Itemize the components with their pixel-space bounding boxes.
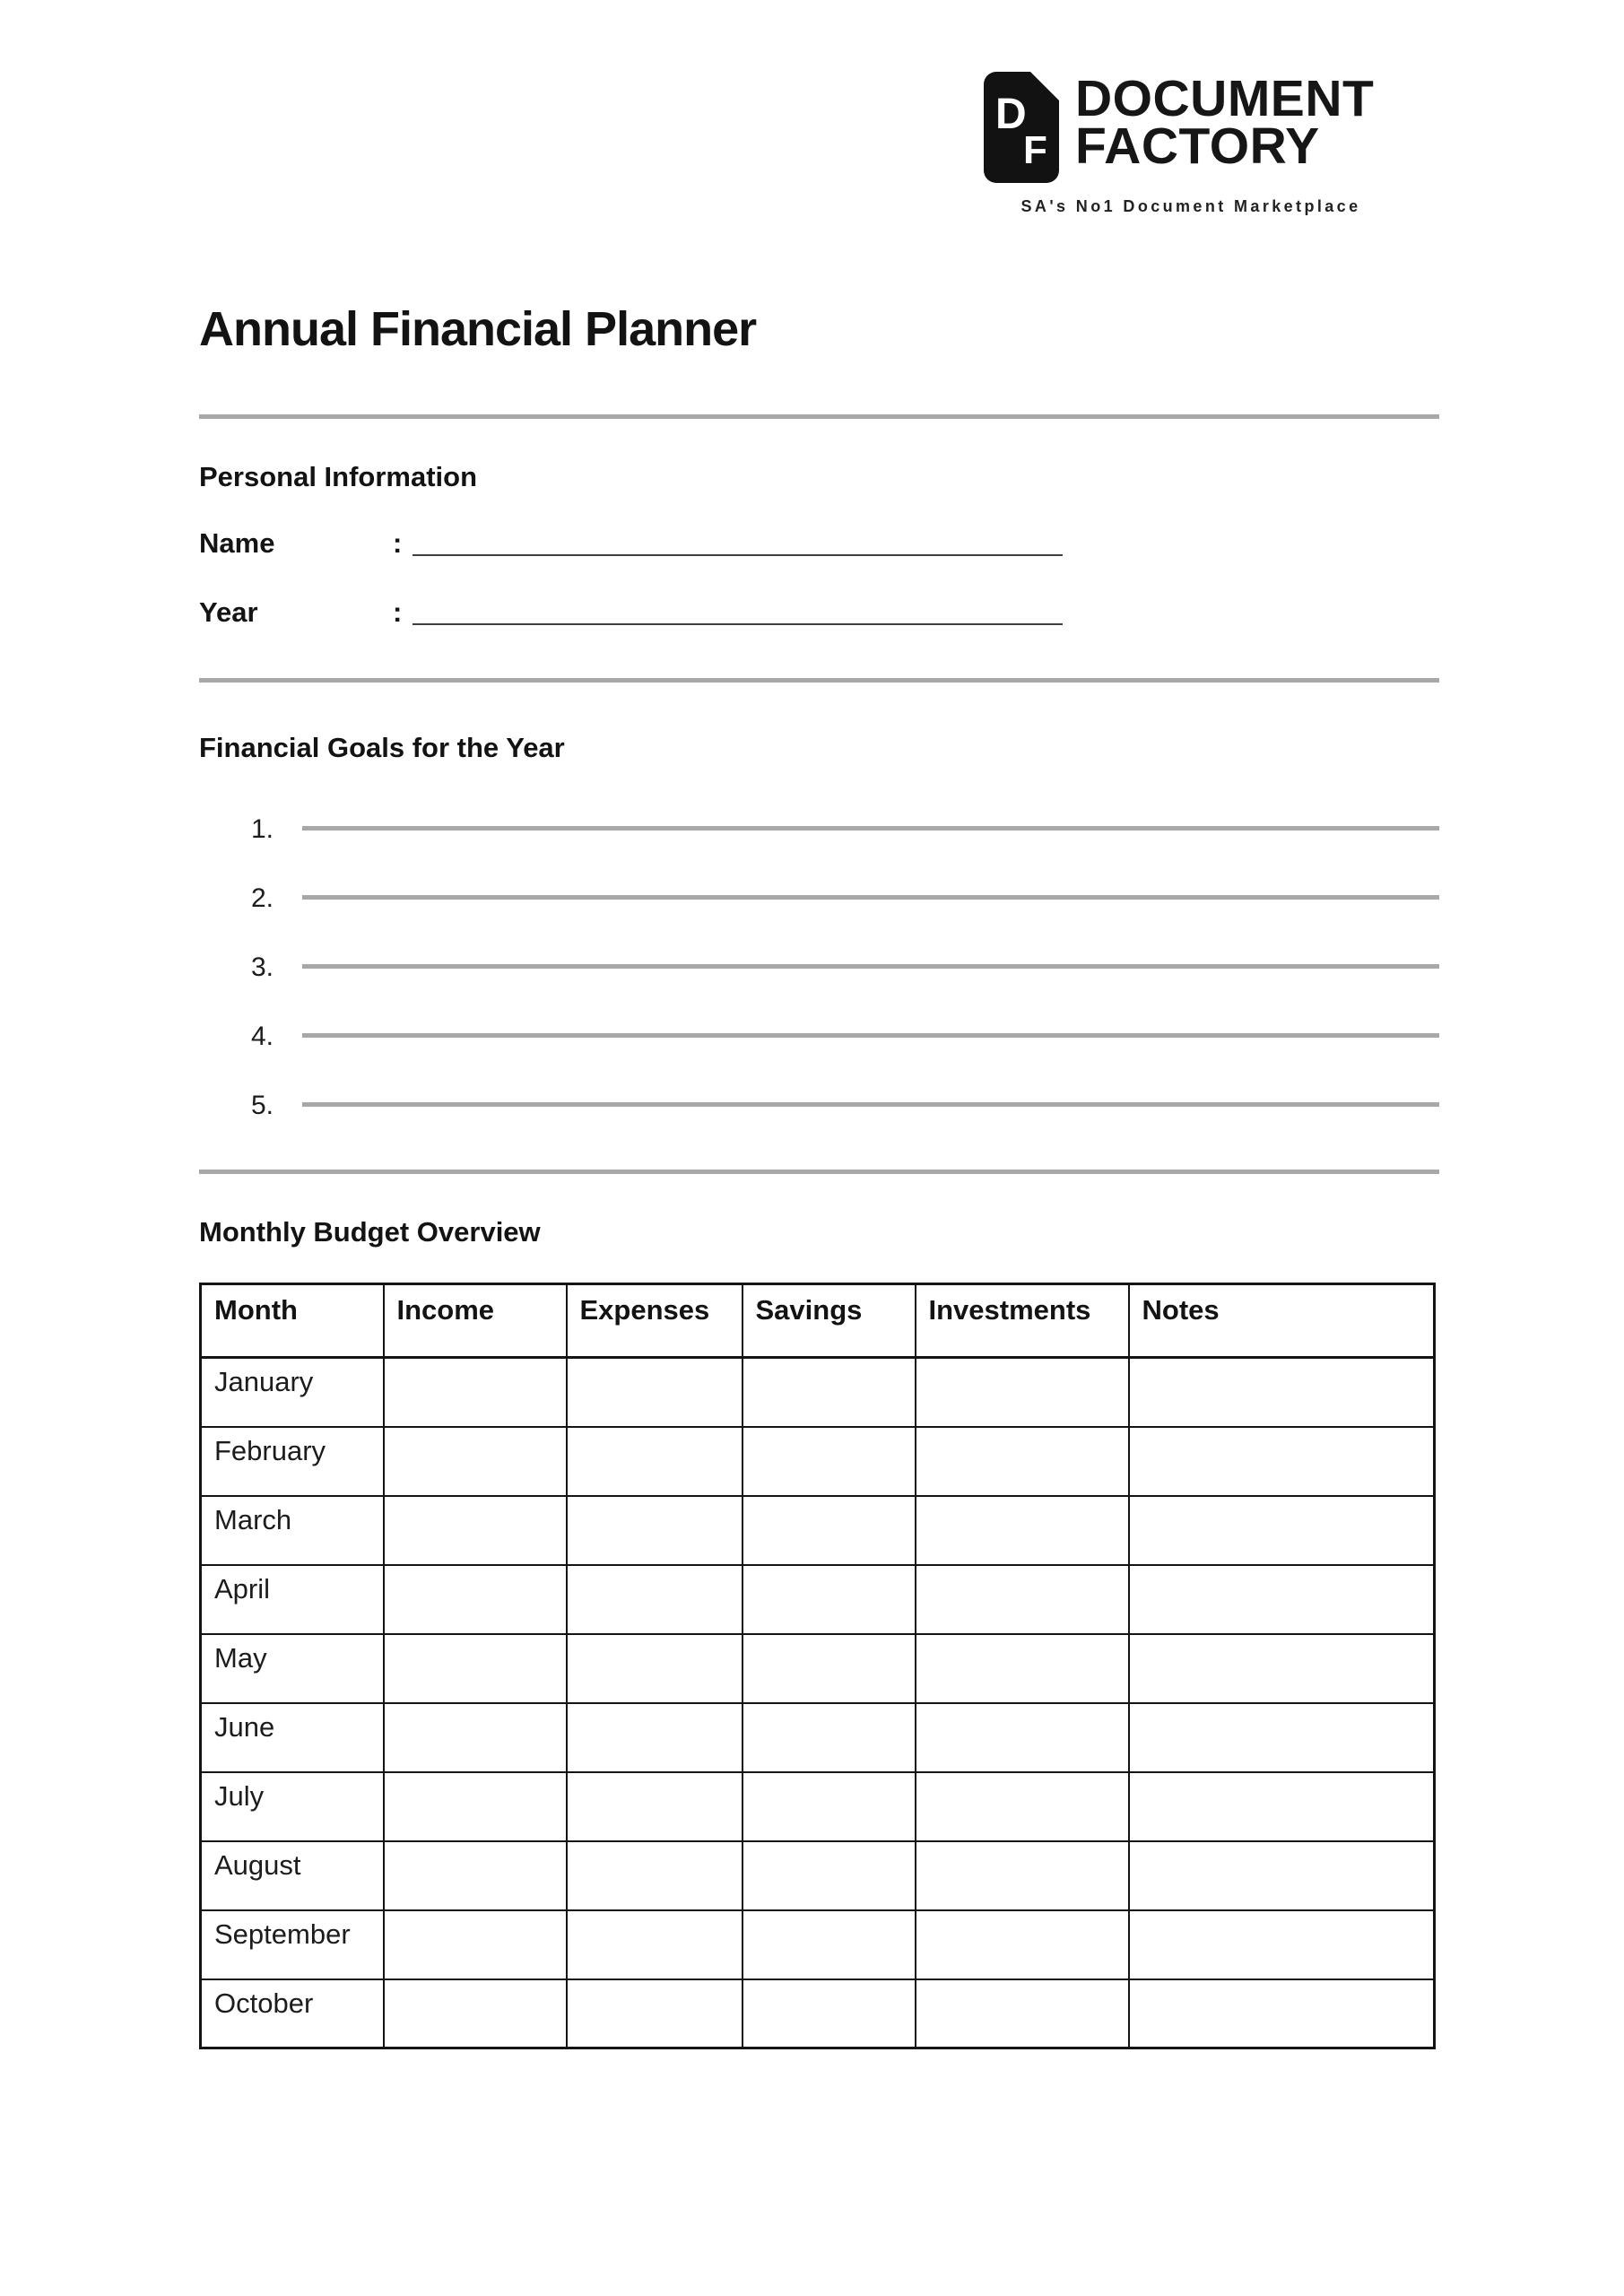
- expenses-cell: [567, 1703, 743, 1772]
- goal-line: [302, 826, 1439, 831]
- investments-cell: [916, 1358, 1129, 1427]
- year-field-underline: [413, 623, 1063, 625]
- expenses-cell: [567, 1841, 743, 1910]
- name-field-row: [199, 527, 1063, 560]
- document-factory-icon: [984, 72, 1059, 183]
- investments-cell: [916, 1910, 1129, 1979]
- notes-cell: [1129, 1358, 1435, 1427]
- name-field-label: Name: [199, 527, 275, 559]
- year-field-row: [199, 596, 1063, 629]
- goal-line: [302, 964, 1439, 969]
- page-title: Annual Financial Planner: [199, 302, 757, 356]
- goal-line: [302, 895, 1439, 900]
- investments-cell: [916, 1703, 1129, 1772]
- year-field-colon: :: [393, 596, 403, 628]
- budget-table: [199, 1283, 1436, 2049]
- investments-cell: [916, 1634, 1129, 1703]
- income-cell: [384, 1496, 567, 1565]
- table-row: [201, 1772, 1435, 1841]
- month-cell: October: [201, 1979, 384, 2048]
- table-row: [201, 1565, 1435, 1634]
- table-row: [201, 1910, 1435, 1979]
- table-row: [201, 1841, 1435, 1910]
- savings-cell: [743, 1910, 916, 1979]
- column-header-investments: Investments: [916, 1284, 1129, 1358]
- section-divider: [199, 414, 1439, 419]
- investments-cell: [916, 1496, 1129, 1565]
- notes-cell: [1129, 1979, 1435, 2048]
- table-row: [201, 1496, 1435, 1565]
- goal-number: 1.: [251, 814, 274, 844]
- income-cell: [384, 1772, 567, 1841]
- month-cell: April: [201, 1565, 384, 1634]
- month-cell: June: [201, 1703, 384, 1772]
- investments-cell: [916, 1772, 1129, 1841]
- goal-number: 2.: [251, 883, 274, 913]
- goal-number: 5.: [251, 1091, 274, 1120]
- expenses-cell: [567, 1634, 743, 1703]
- expenses-cell: [567, 1496, 743, 1565]
- savings-cell: [743, 1496, 916, 1565]
- section-divider: [199, 678, 1439, 683]
- financial-goals-heading: Financial Goals for the Year: [199, 732, 565, 763]
- goal-row: [251, 1022, 1439, 1091]
- brand-name-line1: DOCUMENT: [1075, 70, 1375, 127]
- notes-cell: [1129, 1565, 1435, 1634]
- investments-cell: [916, 1979, 1129, 2048]
- savings-cell: [743, 1772, 916, 1841]
- monthly-budget-heading: Monthly Budget Overview: [199, 1216, 541, 1248]
- savings-cell: [743, 1427, 916, 1496]
- column-header-savings: Savings: [743, 1284, 916, 1358]
- column-header-income: Income: [384, 1284, 567, 1358]
- month-cell: September: [201, 1910, 384, 1979]
- income-cell: [384, 1634, 567, 1703]
- income-cell: [384, 1703, 567, 1772]
- column-header-month: Month: [201, 1284, 384, 1358]
- column-header-expenses: Expenses: [567, 1284, 743, 1358]
- income-cell: [384, 1427, 567, 1496]
- savings-cell: [743, 1979, 916, 2048]
- logo-letter-d: D: [995, 91, 1027, 138]
- month-cell: February: [201, 1427, 384, 1496]
- brand-name: [1075, 70, 1375, 175]
- income-cell: [384, 1358, 567, 1427]
- expenses-cell: [567, 1910, 743, 1979]
- table-header-row: [201, 1284, 1435, 1358]
- goal-number: 3.: [251, 952, 274, 982]
- month-cell: March: [201, 1496, 384, 1565]
- goals-list: [251, 814, 1439, 1160]
- notes-cell: [1129, 1496, 1435, 1565]
- income-cell: [384, 1910, 567, 1979]
- notes-cell: [1129, 1427, 1435, 1496]
- savings-cell: [743, 1358, 916, 1427]
- name-field-underline: [413, 554, 1063, 556]
- investments-cell: [916, 1427, 1129, 1496]
- goal-row: [251, 1091, 1439, 1160]
- brand-logo: [984, 72, 1398, 216]
- month-cell: July: [201, 1772, 384, 1841]
- savings-cell: [743, 1841, 916, 1910]
- month-cell: August: [201, 1841, 384, 1910]
- logo-letter-f: F: [1023, 128, 1047, 172]
- expenses-cell: [567, 1979, 743, 2048]
- year-field-label: Year: [199, 596, 258, 628]
- income-cell: [384, 1979, 567, 2048]
- notes-cell: [1129, 1841, 1435, 1910]
- brand-tagline: SA's No1 Document Marketplace: [1020, 197, 1361, 215]
- month-cell: May: [201, 1634, 384, 1703]
- table-row: [201, 1634, 1435, 1703]
- income-cell: [384, 1565, 567, 1634]
- savings-cell: [743, 1703, 916, 1772]
- notes-cell: [1129, 1910, 1435, 1979]
- brand-name-line2: FACTORY: [1075, 117, 1320, 175]
- savings-cell: [743, 1565, 916, 1634]
- goal-row: [251, 814, 1439, 883]
- table-row: [201, 1979, 1435, 2048]
- investments-cell: [916, 1565, 1129, 1634]
- section-divider: [199, 1170, 1439, 1174]
- notes-cell: [1129, 1634, 1435, 1703]
- notes-cell: [1129, 1772, 1435, 1841]
- name-field-colon: :: [393, 527, 403, 559]
- column-header-notes: Notes: [1129, 1284, 1435, 1358]
- goal-line: [302, 1102, 1439, 1107]
- table-row: [201, 1358, 1435, 1427]
- notes-cell: [1129, 1703, 1435, 1772]
- expenses-cell: [567, 1358, 743, 1427]
- expenses-cell: [567, 1565, 743, 1634]
- brand-row: [984, 72, 1398, 183]
- expenses-cell: [567, 1772, 743, 1841]
- month-cell: January: [201, 1358, 384, 1427]
- goal-number: 4.: [251, 1022, 274, 1051]
- goal-line: [302, 1033, 1439, 1038]
- personal-info-heading: Personal Information: [199, 461, 478, 492]
- goal-row: [251, 952, 1439, 1022]
- income-cell: [384, 1841, 567, 1910]
- expenses-cell: [567, 1427, 743, 1496]
- investments-cell: [916, 1841, 1129, 1910]
- table-row: [201, 1427, 1435, 1496]
- savings-cell: [743, 1634, 916, 1703]
- table-row: [201, 1703, 1435, 1772]
- goal-row: [251, 883, 1439, 952]
